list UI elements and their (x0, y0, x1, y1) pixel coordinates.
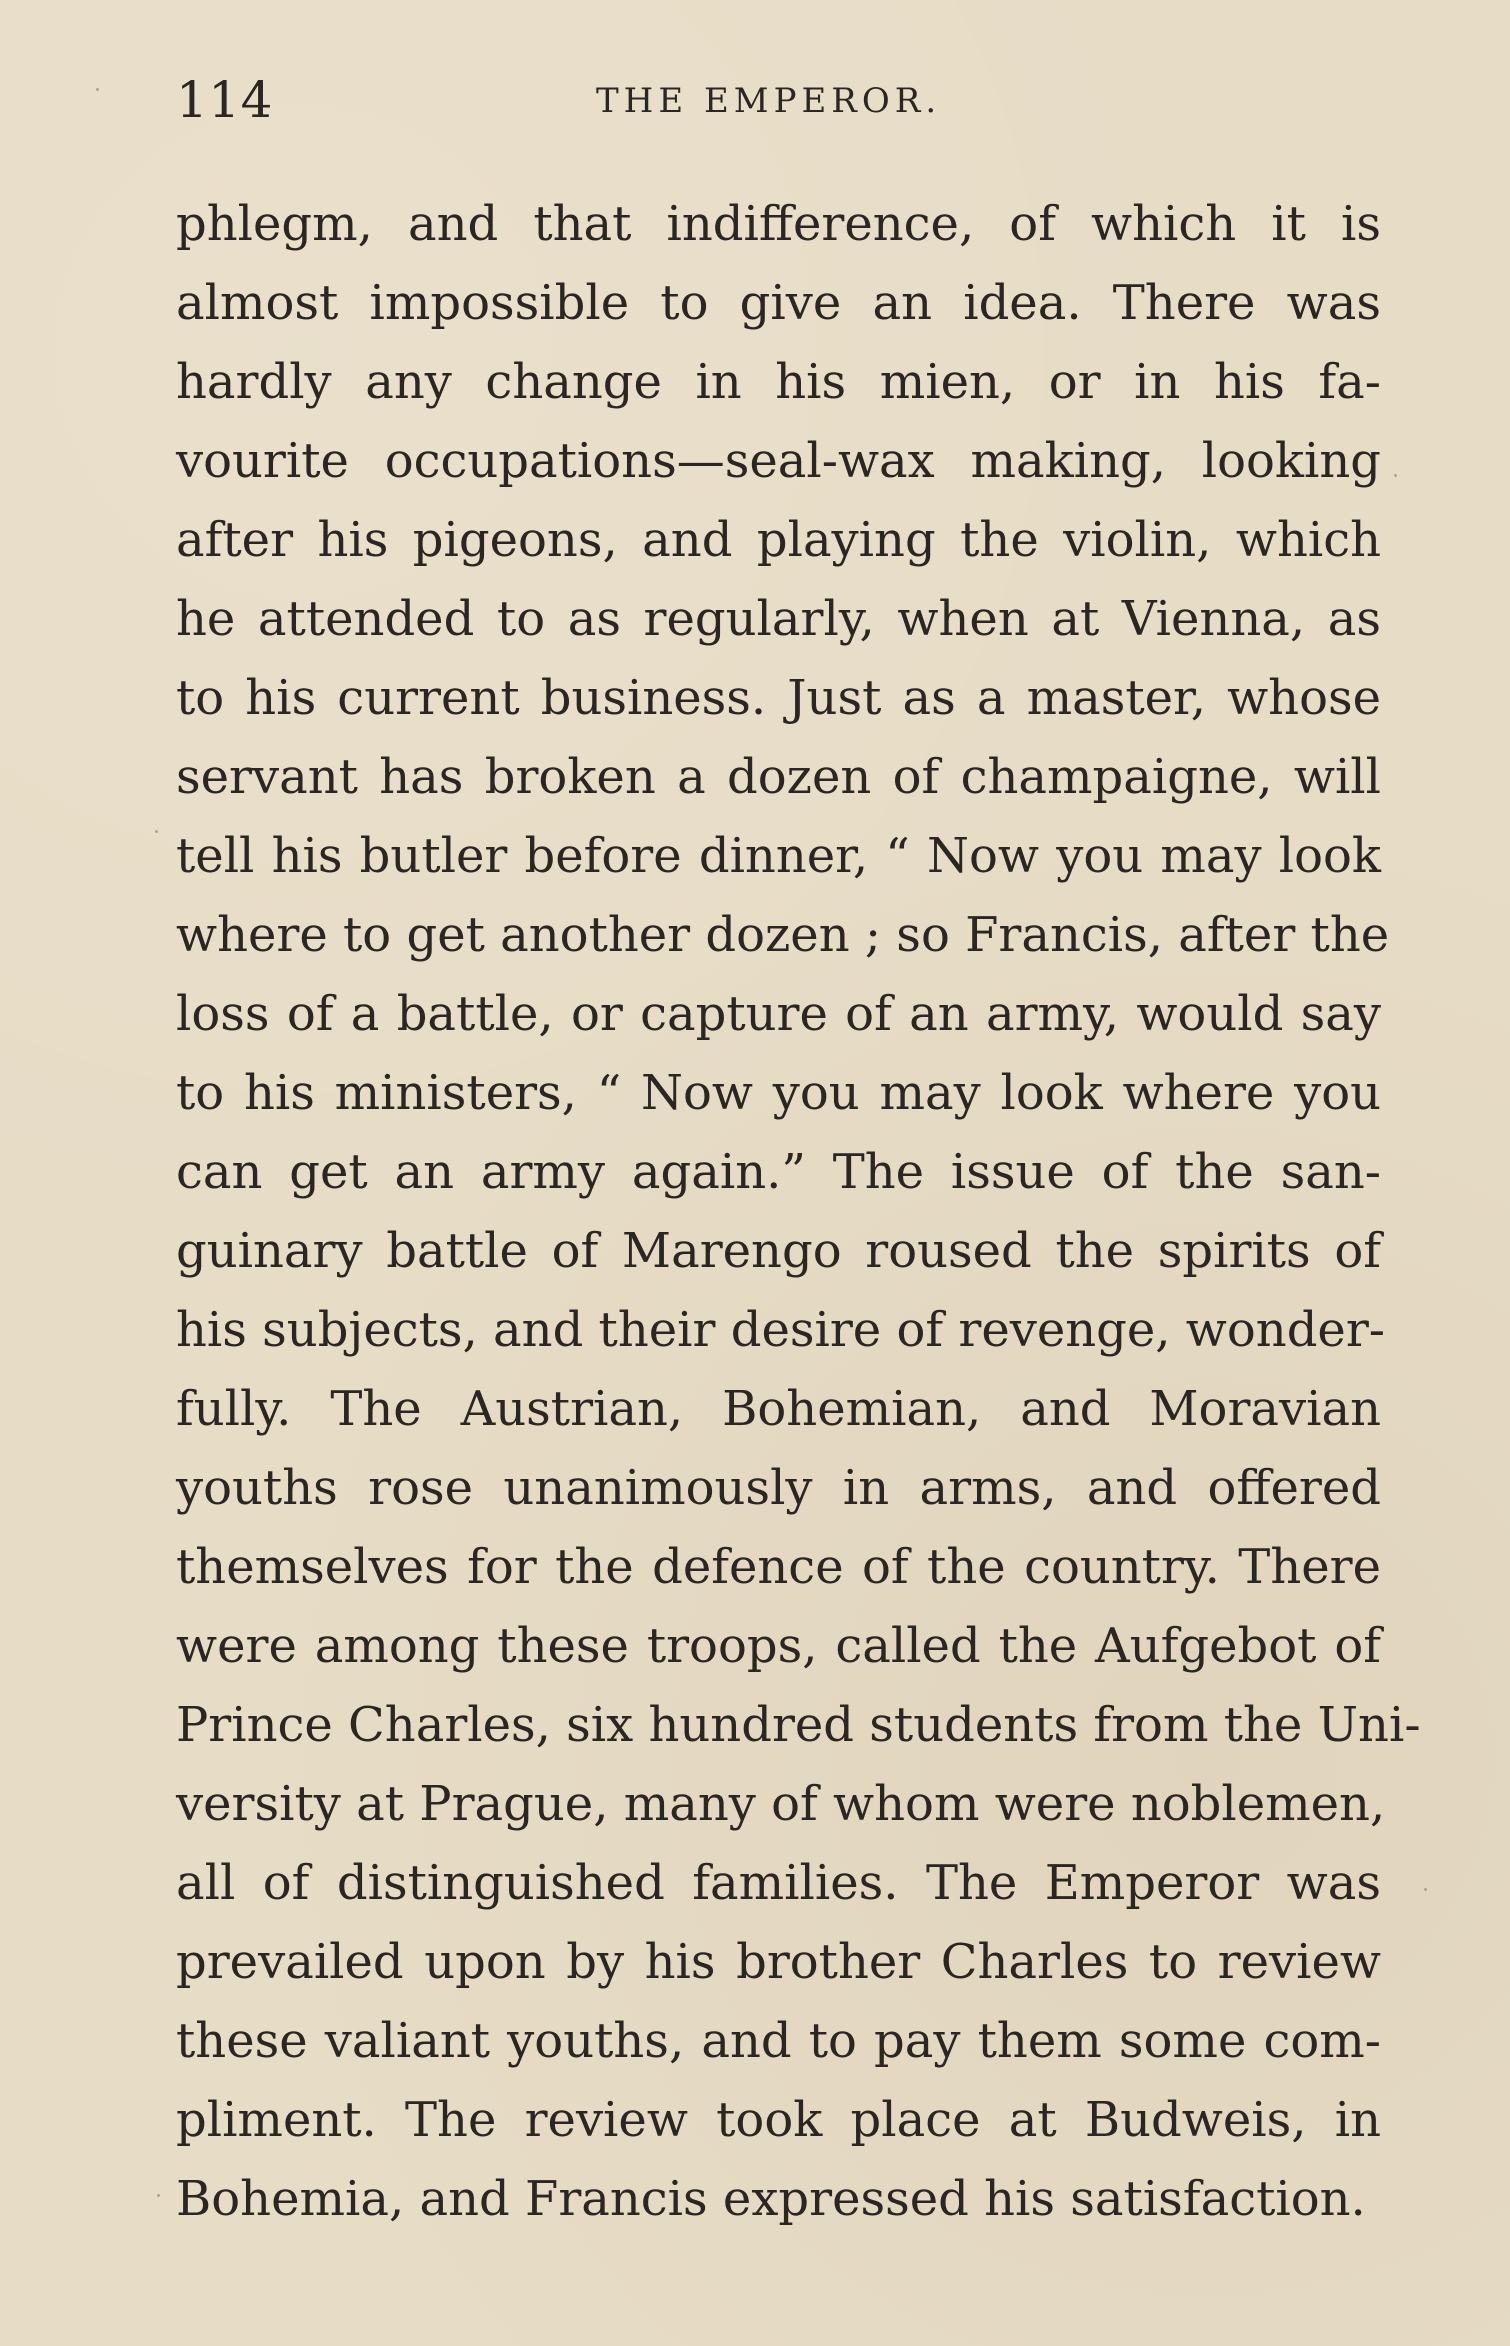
text-line: phlegm, and that indifference, of which it is (176, 196, 1381, 252)
running-title: THE EMPEROR. (596, 81, 942, 121)
paper-speck (155, 830, 158, 833)
text-line: versity at Prague, many of whom were noblemen, (176, 1776, 1386, 1832)
text-line: loss of a battle, or capture of an army, would say (176, 986, 1381, 1042)
text-line: servant has broken a dozen of champaigne, will (176, 749, 1381, 805)
text-line: almost impossible to give an idea. There was (176, 275, 1381, 331)
text-line: can get an army again.” The issue of the san- (176, 1144, 1381, 1200)
paper-speck (1424, 1888, 1427, 1891)
text-line: all of distinguished families. The Emperor was (176, 1855, 1381, 1911)
paper-speck (96, 88, 99, 91)
body-text (176, 185, 1421, 2239)
text-line: to his current business. Just as a master, whose (176, 670, 1381, 726)
text-line: vourite occupations—seal-wax making, looking (176, 433, 1381, 489)
text-line: after his pigeons, and playing the violin, which (176, 512, 1381, 568)
text-line: youths rose unanimously in arms, and offered (176, 1460, 1381, 1516)
page-header (176, 70, 1381, 130)
text-line: fully. The Austrian, Bohemian, and Moravian (176, 1381, 1381, 1437)
text-line: hardly any change in his mien, or in his fa- (176, 354, 1381, 410)
paper-speck (157, 2194, 160, 2197)
paper-speck (1394, 474, 1397, 477)
text-line: he attended to as regularly, when at Vienna, as (176, 591, 1381, 647)
text-line: his subjects, and their desire of revenge, wonder- (176, 1302, 1385, 1358)
text-line: Prince Charles, six hundred students from the Uni- (176, 1697, 1421, 1753)
text-line: were among these troops, called the Aufgebot of (176, 1618, 1381, 1674)
text-line: guinary battle of Marengo roused the spirits of (176, 1223, 1381, 1279)
text-line: themselves for the defence of the country. There (176, 1539, 1381, 1595)
page-number: 114 (176, 71, 273, 129)
text-line: pliment. The review took place at Budweis, in (176, 2092, 1381, 2148)
text-line: Bohemia, and Francis expressed his satisfaction. (176, 2171, 1366, 2227)
text-line: where to get another dozen ; so Francis, after the (176, 907, 1390, 963)
text-line: prevailed upon by his brother Charles to review (176, 1934, 1381, 1990)
text-line: tell his butler before dinner, “ Now you may look (176, 828, 1381, 884)
text-line: these valiant youths, and to pay them some com- (176, 2013, 1381, 2069)
text-line: to his ministers, “ Now you may look where you (176, 1065, 1381, 1121)
